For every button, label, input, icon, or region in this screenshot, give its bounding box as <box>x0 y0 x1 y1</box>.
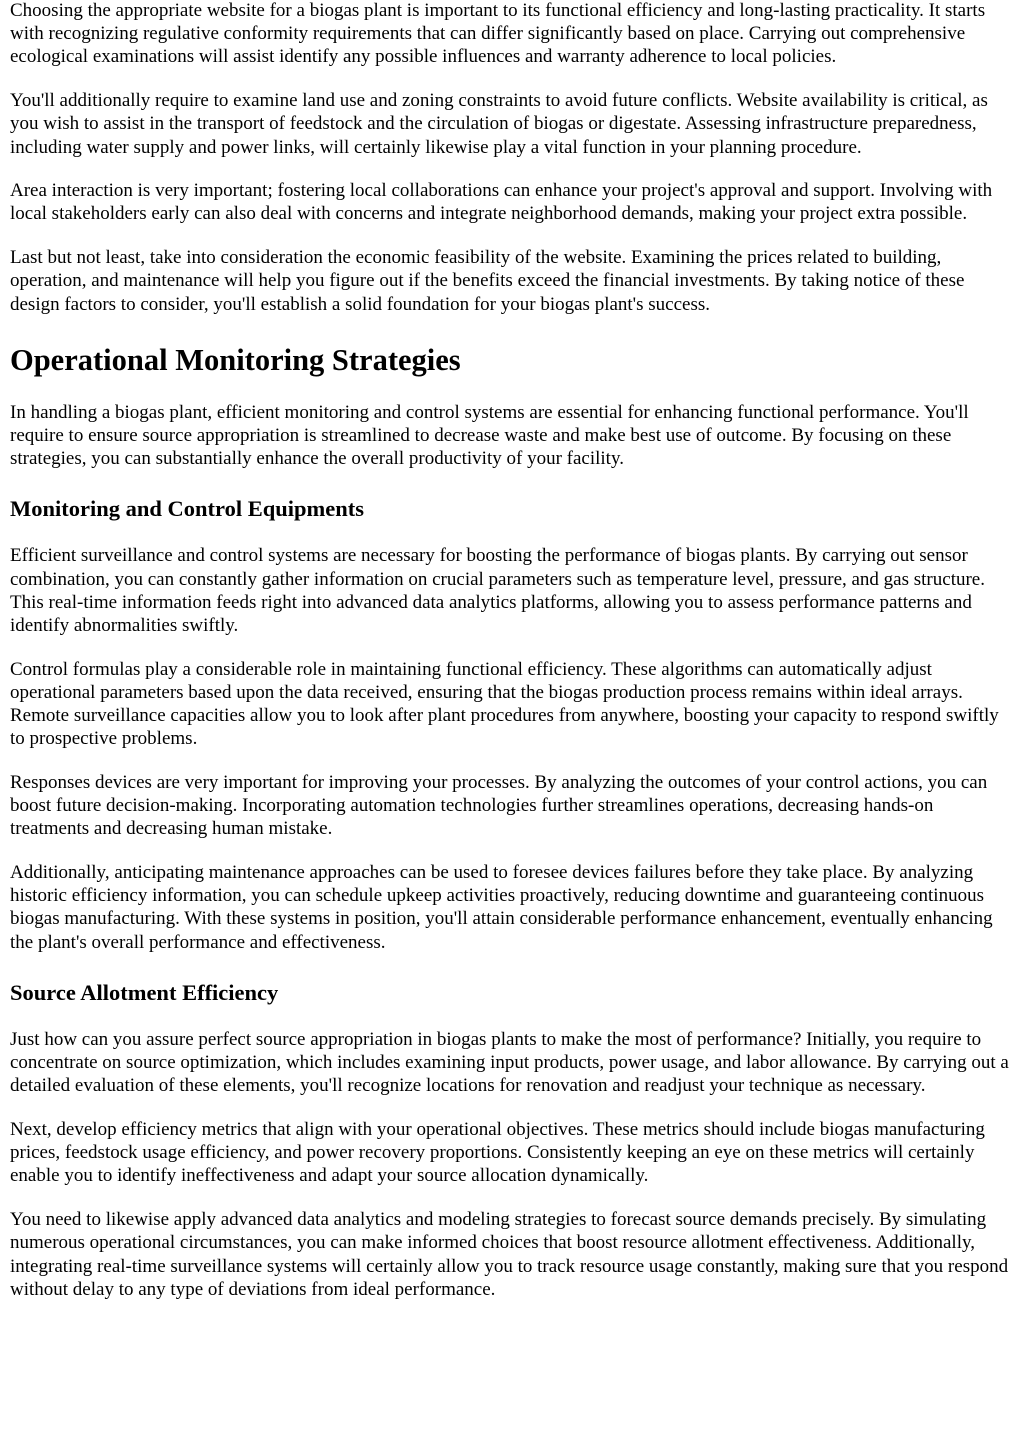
operational-heading: Operational Monitoring Strategies <box>10 342 461 377</box>
allotment-paragraph-1: Just how can you assure perfect source appropriation in biogas plants to make the most of performance? Initially, you require to concentrate on source optimization, which includes examining input products, power usage, and labor allowance. By carrying out a detailed evaluation of these elements, you'll recognize locations for renovation and readjust your technique as necessary. <box>10 1028 1009 1097</box>
intro-paragraph-4: Last but not least, take into consideration the economic feasibility of the website. Examining the prices related to building, operation, and maintenance will help you figure out if the benefits exceed the financial investments. By taking notice of these design factors to consider, you'll establish a solid foundation for your biogas plant's success. <box>10 247 965 315</box>
operational-intro-paragraph: In handling a biogas plant, efficient monitoring and control systems are essential for enhancing functional performance. You'll require to ensure source appropriation is streamlined to decrease waste and make best use of outcome. By focusing on these strategies, you can substantially enhance the overall productivity of your facility. <box>10 401 969 470</box>
allotment-heading: Source Allotment Efficiency <box>10 979 279 1005</box>
intro-paragraph-1: Choosing the appropriate website for a biogas plant is important to its functional efficiency and long-lasting practicality. It starts with recognizing regulative conformity requirements that can differ significantly based on place. Carrying out comprehensive ecological examinations will assist identify any possible influences and warranty adherence to local policies. <box>10 0 986 68</box>
intro-paragraph-3: Area interaction is very important; fostering local collaborations can enhance your project's approval and support. Involving with local stakeholders early can also deal with concerns and integrate neighborhood demands, making your project extra possible. <box>10 180 993 225</box>
allotment-paragraph-3: You need to likewise apply advanced data analytics and modeling strategies to forecast source demands precisely. By simulating numerous operational circumstances, you can make informed choices that boost resource allotment effectiveness. Additionally, integrating real-time surveillance systems will certainly allow you to track resource usage constantly, making sure that you respond without delay to any type of deviations from ideal performance. <box>10 1209 1009 1300</box>
monitoring-section <box>10 495 1014 954</box>
allotment-paragraph-2: Next, develop efficiency metrics that align with your operational objectives. These metrics should include biogas manufacturing prices, feedstock usage efficiency, and power recovery proportions. Consistently keeping an eye on these metrics will certainly enable you to identify ineffectiveness and adapt your source allocation dynamically. <box>10 1119 985 1187</box>
monitoring-paragraph-3: Responses devices are very important for improving your processes. By analyzing the outcomes of your control actions, you can boost future decision-making. Incorporating automation technologies further streamlines operations, decreasing hands-on treatments and decreasing human mistake. <box>10 771 988 840</box>
monitoring-paragraph-1: Efficient surveillance and control systems are necessary for boosting the performance of biogas plants. By carrying out sensor combination, you can constantly gather information on crucial parameters such as temperature level, pressure, and gas structure. This real-time information feeds right into advanced data analytics platforms, allowing you to assess performance patterns and identify abnormalities swiftly. <box>10 545 985 636</box>
monitoring-heading: Monitoring and Control Equipments <box>10 496 365 522</box>
monitoring-paragraph-4: Additionally, anticipating maintenance approaches can be used to foresee devices failures before they take place. By analyzing historic efficiency information, you can schedule upkeep activities proactively, reducing downtime and guaranteeing continuous biogas manufacturing. With these systems in position, you'll attain considerable performance enhancement, eventually enhancing the plant's overall performance and effectiveness. <box>10 862 993 953</box>
operational-section <box>10 342 1014 471</box>
intro-paragraph-2: You'll additionally require to examine land use and zoning constraints to avoid future conflicts. Website availability is critical, as you wish to assist in the transport of feedstock and the circulation of biogas or digestate. Assessing infrastructure preparedness, including water supply and power links, will certainly likewise play a vital function in your planning procedure. <box>10 90 988 158</box>
monitoring-paragraph-2: Control formulas play a considerable role in maintaining functional efficiency. These algorithms can automatically adjust operational parameters based upon the data received, ensuring that the biogas production process remains within ideal arrays. Remote surveillance capacities allow you to look after plant procedures from anywhere, boosting your capacity to respond swiftly to prospective problems. <box>10 658 999 750</box>
site-selection-section <box>10 0 1014 316</box>
allotment-section <box>10 979 1014 1301</box>
